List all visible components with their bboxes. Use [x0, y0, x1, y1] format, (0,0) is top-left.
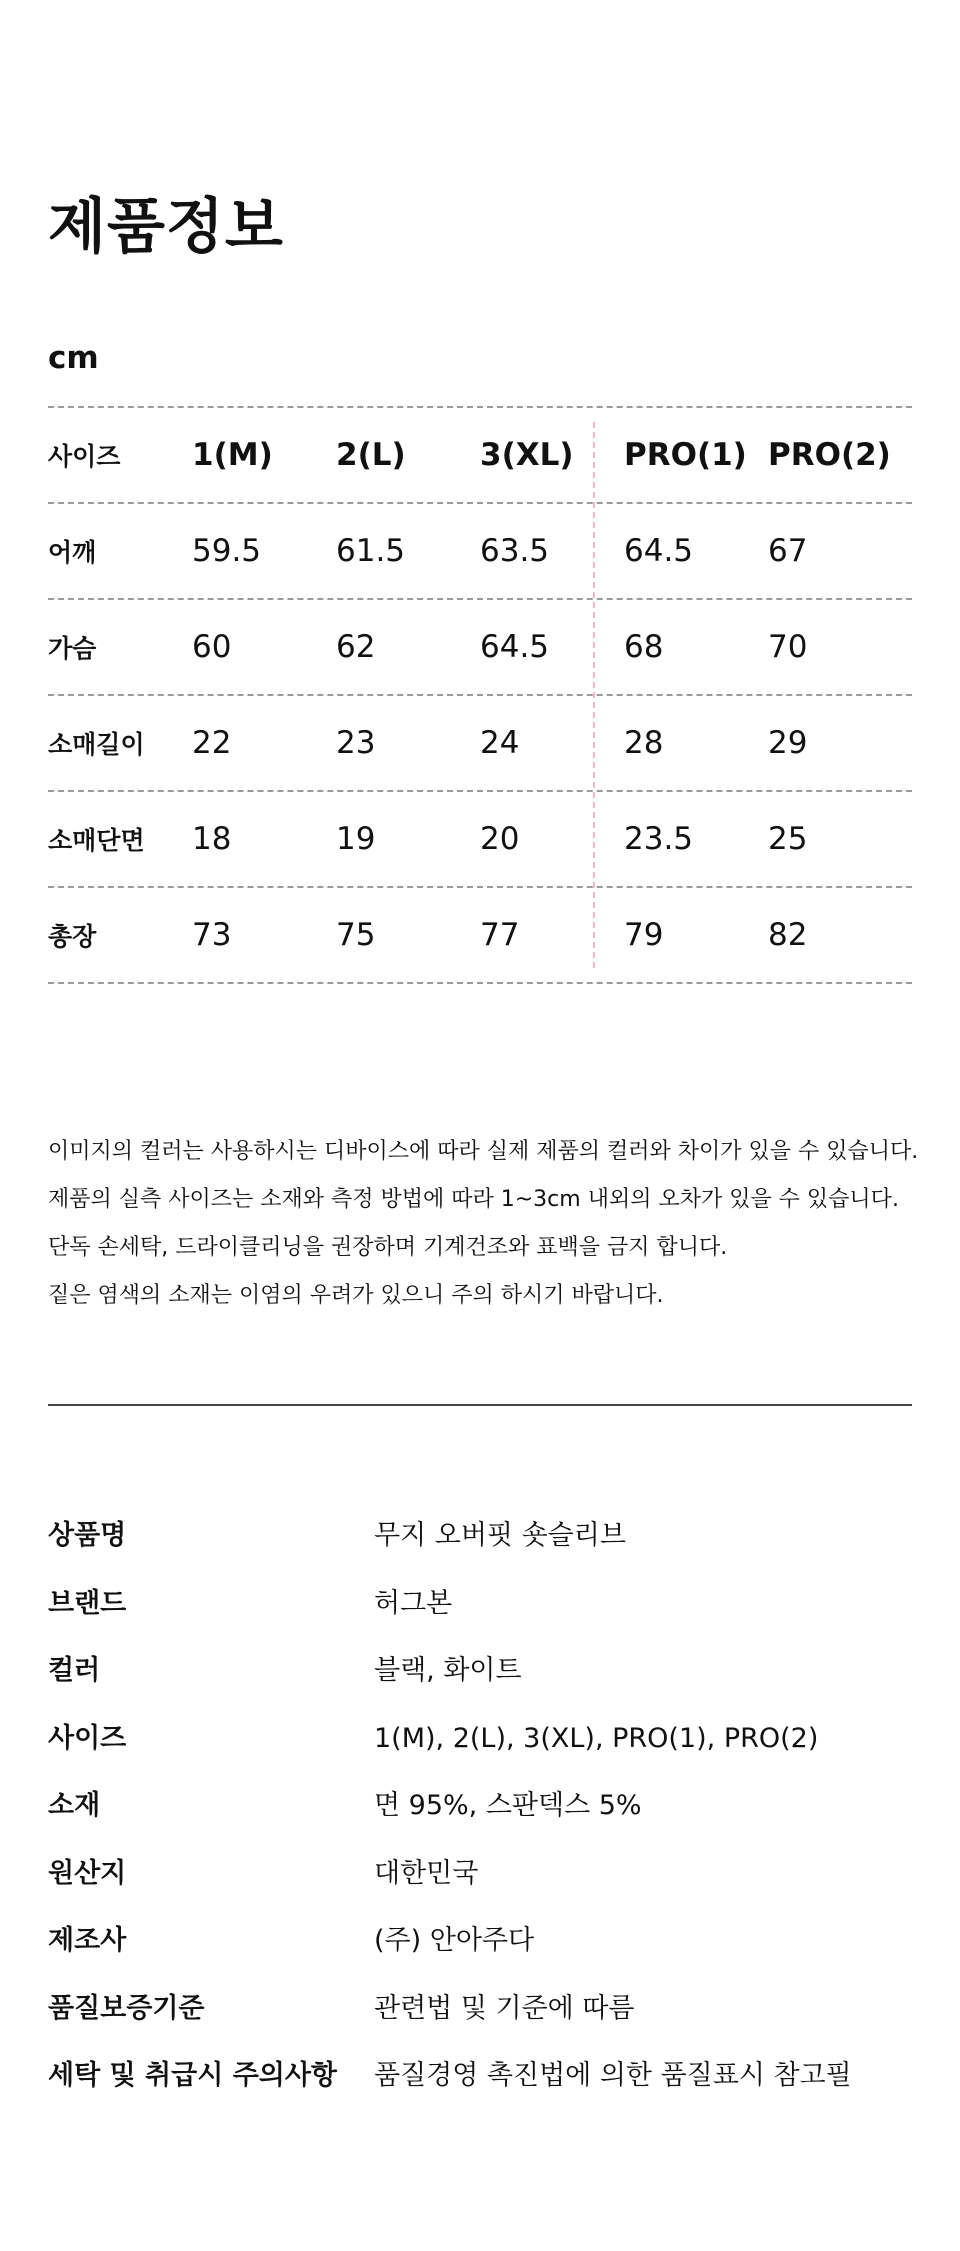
size-cell: 79 — [624, 917, 664, 953]
care-notes — [48, 1128, 928, 1320]
note-line: 짙은 염색의 소재는 이염의 우려가 있으니 주의 하시기 바랍니다. — [48, 1283, 664, 1308]
size-table — [48, 406, 912, 984]
size-cell: 28 — [624, 725, 664, 761]
info-key: 상품명 — [48, 1520, 127, 1551]
info-key: 품질보증기준 — [48, 1992, 205, 2024]
size-cell: 24 — [480, 725, 520, 761]
info-key: 원산지 — [48, 1857, 127, 1889]
size-table-header-row — [48, 406, 912, 502]
size-row-total-length — [48, 886, 912, 984]
size-cell: 68 — [624, 629, 664, 665]
size-row-chest — [48, 598, 912, 694]
note-line: 이미지의 컬러는 사용하시는 디바이스에 따라 실제 제품의 컬러와 차이가 있을 수 있습니다. — [48, 1139, 919, 1164]
size-row-label: 가슴 — [48, 634, 97, 663]
size-cell: 62 — [336, 629, 376, 665]
size-header-label: 사이즈 — [48, 442, 121, 471]
size-cell: 18 — [192, 821, 232, 857]
size-cell: 19 — [336, 821, 376, 857]
size-cell: 63.5 — [480, 533, 550, 569]
size-cell: 64.5 — [624, 533, 694, 569]
size-cell: 82 — [768, 917, 808, 953]
size-cell: 22 — [192, 725, 232, 761]
size-row-label: 총장 — [48, 922, 97, 951]
size-cell: 61.5 — [336, 533, 406, 569]
size-header-2l: 2(L) — [336, 437, 406, 473]
info-value: 관련법 및 기준에 따름 — [374, 1992, 635, 2024]
info-row-brand — [48, 1570, 912, 1638]
info-value: 대한민국 — [374, 1857, 479, 1889]
size-cell: 70 — [768, 629, 808, 665]
info-key: 세탁 및 취급시 주의사항 — [48, 2060, 338, 2091]
size-row-label: 어깨 — [48, 538, 97, 567]
note-line: 단독 손세탁, 드라이클리닝을 권장하며 기계건조와 표백을 금지 합니다. — [48, 1235, 728, 1260]
pro-size-divider — [593, 422, 595, 968]
info-key: 제조사 — [48, 1925, 127, 1956]
size-cell: 20 — [480, 821, 520, 857]
size-cell: 75 — [336, 917, 376, 953]
size-row-shoulder — [48, 502, 912, 598]
size-header-pro1: PRO(1) — [624, 437, 747, 473]
size-cell: 73 — [192, 917, 232, 953]
unit-label: cm — [48, 340, 99, 376]
size-cell: 77 — [480, 917, 520, 953]
info-key: 소재 — [48, 1790, 101, 1821]
info-value: 무지 오버핏 숏슬리브 — [374, 1520, 626, 1551]
info-row-origin — [48, 1840, 912, 1908]
info-key: 브랜드 — [48, 1587, 127, 1619]
info-row-quality-standard — [48, 1975, 912, 2043]
page-title: 제품정보 — [48, 192, 284, 262]
size-cell: 64.5 — [480, 629, 550, 665]
info-row-size — [48, 1705, 912, 1773]
size-row-sleeve-width — [48, 790, 912, 886]
info-row-material — [48, 1772, 912, 1840]
size-cell: 67 — [768, 533, 808, 569]
size-header-pro2: PRO(2) — [768, 437, 891, 473]
info-value: 1(M), 2(L), 3(XL), PRO(1), PRO(2) — [374, 1722, 819, 1754]
info-key: 사이즈 — [48, 1722, 127, 1754]
product-info-list — [48, 1502, 912, 2110]
info-row-manufacturer — [48, 1907, 912, 1975]
info-value: 면 95%, 스판덱스 5% — [374, 1790, 642, 1821]
size-cell: 23.5 — [624, 821, 694, 857]
size-row-label: 소매길이 — [48, 730, 145, 759]
size-cell: 25 — [768, 821, 808, 857]
size-header-1m: 1(M) — [192, 437, 273, 473]
size-cell: 23 — [336, 725, 376, 761]
size-cell: 59.5 — [192, 533, 262, 569]
info-row-care-caution — [48, 2042, 912, 2110]
info-value: 허그본 — [374, 1587, 453, 1619]
info-value: 품질경영 촉진법에 의한 품질표시 참고필 — [374, 2060, 852, 2091]
section-divider — [48, 1404, 912, 1406]
info-key: 컬러 — [48, 1655, 101, 1686]
info-row-product-name — [48, 1502, 912, 1570]
size-row-sleeve-length — [48, 694, 912, 790]
info-row-color — [48, 1637, 912, 1705]
info-value: 블랙, 화이트 — [374, 1655, 522, 1686]
size-header-3xl: 3(XL) — [480, 437, 574, 473]
note-line: 제품의 실측 사이즈는 소재와 측정 방법에 따라 1~3cm 내외의 오차가 있을 수 있습니다. — [48, 1187, 899, 1212]
size-cell: 60 — [192, 629, 232, 665]
info-value: (주) 안아주다 — [374, 1925, 535, 1956]
size-cell: 29 — [768, 725, 808, 761]
size-row-label: 소매단면 — [48, 826, 145, 855]
